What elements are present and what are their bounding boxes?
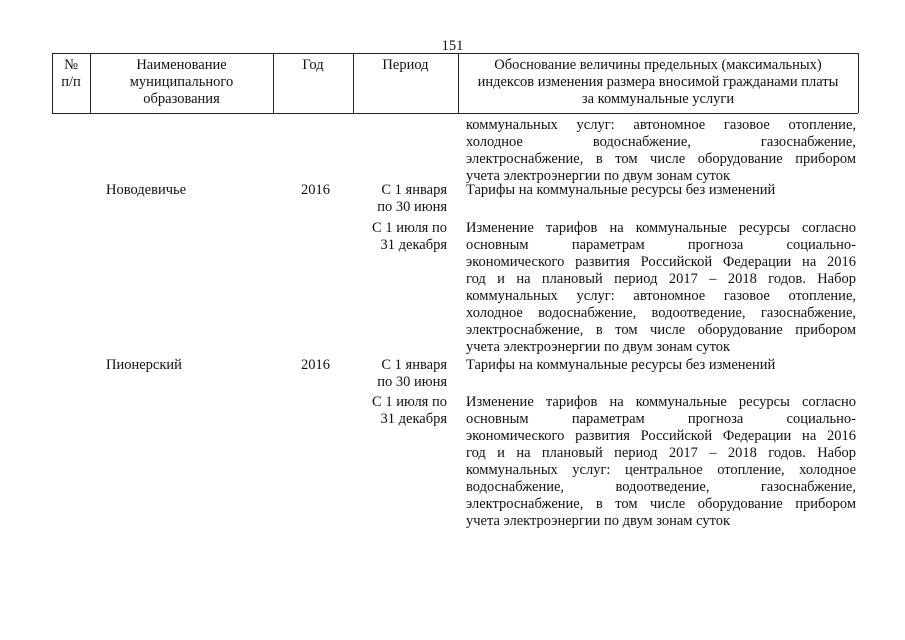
- text-line: электроснабжение, в том числе оборудование прибором: [466, 322, 856, 338]
- text-line: Изменение тарифов на коммунальные ресурсы согласно: [466, 220, 856, 236]
- row-year: 2016: [301, 357, 330, 373]
- text-line: Изменение тарифов на коммунальные ресурсы согласно: [466, 394, 856, 410]
- text-line: основным параметрам прогноза социально-: [466, 411, 856, 427]
- text-line: учета электроэнергии по двум зонам суток: [466, 168, 731, 184]
- text-line: холодное водоснабжение, водоотведение, газоснабжение,: [466, 305, 856, 321]
- text-line: год и на плановый период 2017 – 2018 годов. Набор: [466, 271, 856, 287]
- text-line: год и на плановый период 2017 – 2018 годов. Набор: [466, 445, 856, 461]
- table-header-bottom-border: [52, 113, 858, 114]
- text-line: коммунальных услуг: автономное газовое отопление,: [466, 117, 856, 133]
- text-line: коммунальных услуг: автономное газовое отопление,: [466, 288, 856, 304]
- header-num: № п/п: [61, 57, 81, 90]
- continuation-text: [466, 117, 856, 185]
- table-top-border: [52, 53, 858, 54]
- text-line: экономического развития Российской Федерации на 2016: [466, 428, 856, 444]
- row-year: 2016: [301, 182, 330, 198]
- text-line: электроснабжение, в том числе оборудование прибором: [466, 496, 856, 512]
- row-period-second-half: С 1 июля по 31 декабря: [372, 220, 447, 253]
- row-justification-first-half: Тарифы на коммунальные ресурсы без изменений: [466, 357, 776, 373]
- row-municipality: Новодевичье: [106, 182, 187, 198]
- header-year: Год: [302, 57, 324, 73]
- row-justification-first-half: Тарифы на коммунальные ресурсы без изменений: [466, 182, 776, 198]
- text-line: коммунальных услуг: центральное отопление, холодное: [466, 462, 856, 478]
- row-period-first-half: С 1 января по 30 июня: [377, 182, 447, 215]
- text-line: холодное водоснабжение, газоснабжение,: [466, 134, 856, 150]
- text-line: учета электроэнергии по двум зонам суток: [466, 339, 731, 355]
- row-justification-second-half: [466, 394, 856, 530]
- row-period-second-half: С 1 июля по 31 декабря: [372, 394, 447, 427]
- text-line: электроснабжение, в том числе оборудование прибором: [466, 151, 856, 167]
- row-period-first-half: С 1 января по 30 июня: [377, 357, 447, 390]
- header-justification: Обоснование величины предельных (максимальных) индексов изменения размера вносимой гражданами платы за коммунальные услуги: [477, 57, 839, 107]
- column-divider: [858, 53, 859, 113]
- page-number: 151: [441, 38, 464, 54]
- text-line: основным параметрам прогноза социально-: [466, 237, 856, 253]
- header-municipality: Наименование муниципального образования: [129, 57, 234, 107]
- text-line: экономического развития Российской Федерации на 2016: [466, 254, 856, 270]
- row-municipality: Пионерский: [106, 357, 182, 373]
- header-period: Период: [382, 57, 429, 73]
- row-justification-second-half: [466, 220, 856, 356]
- text-line: учета электроэнергии по двум зонам суток: [466, 513, 731, 529]
- text-line: водоснабжение, водоотведение, газоснабжение,: [466, 479, 856, 495]
